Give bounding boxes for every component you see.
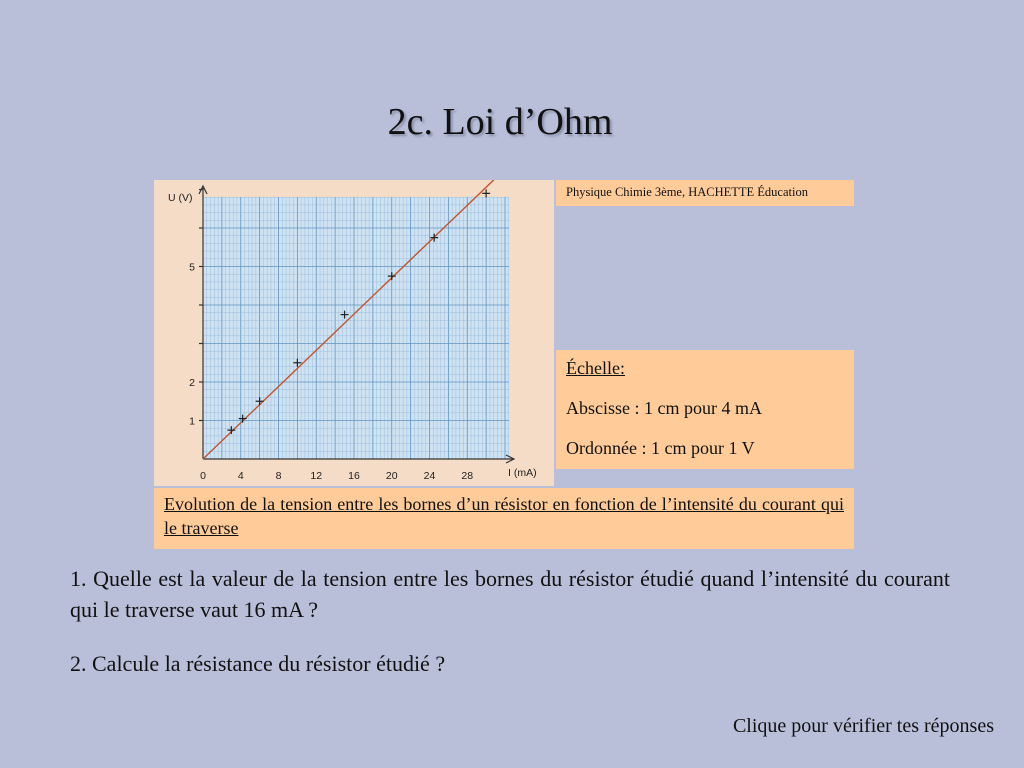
x-tick-label: 24 <box>423 470 436 482</box>
slide-title: 2c. Loi d’Ohm <box>387 101 613 143</box>
x-tick-label: 20 <box>385 470 398 482</box>
x-tick-label: 16 <box>348 470 360 482</box>
source-label: Physique Chimie 3ème, HACHETTE Éducation <box>556 180 854 206</box>
graph-caption: Evolution de la tension entre les bornes d’un résistor en fonction de l’intensité du courant qui le traverse <box>154 488 854 549</box>
x-axis-title: I (mA) <box>508 467 537 479</box>
graph-panel <box>154 180 554 486</box>
verify-answers-link[interactable]: Clique pour vérifier tes réponses <box>732 715 994 737</box>
y-tick-label: 5 <box>189 261 195 274</box>
x-tick-label: 0 <box>200 470 206 482</box>
x-tick-label: 12 <box>310 470 323 482</box>
y-axis-title: U (V) <box>168 192 193 204</box>
ohm-chart <box>154 180 554 486</box>
x-tick-label: 28 <box>461 470 474 482</box>
scale-heading: Échelle: <box>566 358 625 378</box>
scale-abscisse: Abscisse : 1 cm pour 4 mA <box>566 398 762 418</box>
x-tick-label: 4 <box>237 470 244 482</box>
y-tick-label: 2 <box>189 377 195 389</box>
scale-box <box>556 350 854 469</box>
question-1: 1. Quelle est la valeur de la tension entre les bornes du résistor étudié quand l’intensité du courant qui le traverse vaut 16 mA ? <box>70 566 950 622</box>
y-tick-label: 1 <box>189 415 195 428</box>
question-2: 2. Calcule la résistance du résistor étudié ? <box>70 651 446 676</box>
scale-ordonnee: Ordonnée : 1 cm pour 1 V <box>566 438 755 458</box>
x-tick-label: 8 <box>275 470 282 482</box>
